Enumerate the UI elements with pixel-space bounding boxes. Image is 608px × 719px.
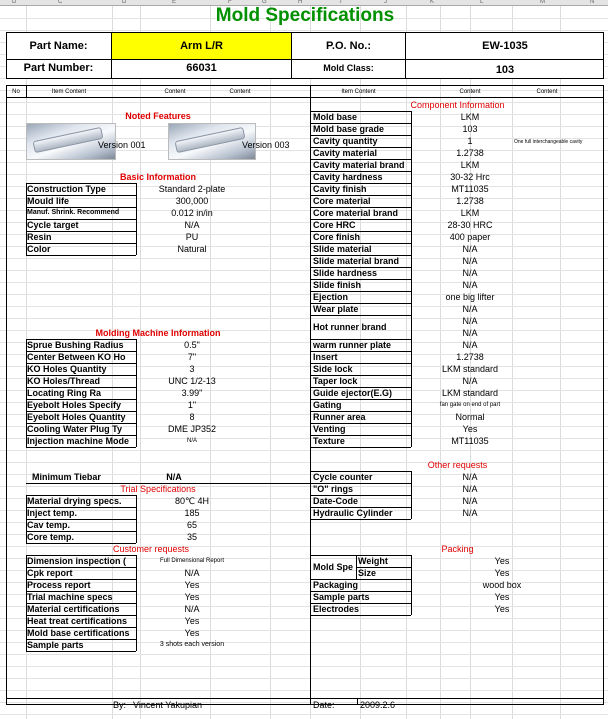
row-value[interactable]: LKM: [460, 208, 480, 218]
row-value[interactable]: Normal: [455, 412, 485, 422]
row-value[interactable]: 185: [184, 508, 200, 518]
row-value[interactable]: UNC 1/2-13: [168, 376, 216, 386]
row-value[interactable]: N/A: [462, 340, 478, 350]
row-value[interactable]: N/A: [462, 268, 478, 278]
row-value[interactable]: 1.2738: [456, 352, 484, 362]
col-item-content-right: Item Content: [341, 89, 376, 95]
row-label: KO Holes Quantity: [27, 364, 107, 374]
row-label: Sprue Bushing Radius: [27, 340, 124, 350]
col-content-right-2: Content: [536, 89, 558, 95]
machine-info-title: Molding Machine Information: [95, 328, 221, 338]
hot-runner-value[interactable]: N/A: [462, 316, 478, 326]
row-label: Sample parts: [27, 640, 84, 650]
row-label: Color: [27, 244, 51, 254]
col-content-1: Content: [164, 89, 186, 95]
row-value[interactable]: Yes: [494, 604, 510, 614]
row-value[interactable]: 300,000: [175, 196, 209, 206]
part-name-label: Part Name:: [29, 40, 88, 52]
row-value[interactable]: N/A: [186, 438, 197, 444]
row-label: Dimension inspection (: [27, 556, 127, 566]
col-content-right-1: Content: [459, 89, 481, 95]
row-value[interactable]: N/A: [462, 280, 478, 290]
row-value[interactable]: MT11035: [451, 184, 489, 194]
by-value[interactable]: Vincent Yakupian: [133, 700, 203, 710]
row-label: Locating Ring Ra: [27, 388, 101, 398]
row-value[interactable]: 8: [189, 412, 195, 422]
row-value[interactable]: Yes: [462, 424, 478, 434]
row-value[interactable]: 7": [187, 352, 197, 362]
po-value[interactable]: EW-1035: [482, 40, 528, 52]
row-label: Manuf. Shrink. Recommend: [27, 209, 120, 216]
mold-class-value[interactable]: 103: [495, 64, 515, 76]
row-label: Cpk report: [27, 568, 73, 578]
row-label: Process report: [27, 580, 91, 590]
min-tiebar-value[interactable]: N/A: [166, 472, 182, 482]
po-label: P.O. No.:: [325, 40, 372, 52]
row-label: Cavity quantity: [313, 136, 378, 146]
weight-label: Weight: [358, 556, 388, 566]
row-label: Wear plate: [313, 304, 359, 314]
row-value[interactable]: N/A: [184, 604, 200, 614]
row-label: Mold base grade: [313, 124, 385, 134]
row-value[interactable]: N/A: [462, 256, 478, 266]
row-label: Runner area: [313, 412, 366, 422]
row-label: Gating: [313, 400, 342, 410]
row-value[interactable]: PU: [185, 232, 199, 242]
row-value[interactable]: 30-32 Hrc: [450, 172, 490, 182]
row-label: Core HRC: [313, 220, 356, 230]
row-label: Guide ejector(E.G): [313, 388, 393, 398]
row-value[interactable]: Natural: [177, 244, 207, 254]
column-letter[interactable]: D: [122, 0, 127, 5]
row-label: Core finish: [313, 232, 361, 242]
row-label: KO Holes/Thread: [27, 376, 101, 386]
row-value[interactable]: Yes: [184, 592, 200, 602]
hot-runner-value[interactable]: N/A: [462, 328, 478, 338]
page-title: Mold Specifications: [215, 6, 395, 26]
row-value[interactable]: one big lifter: [445, 292, 495, 302]
row-label: Cavity finish: [313, 184, 367, 194]
row-value[interactable]: N/A: [462, 376, 478, 386]
row-value[interactable]: 1.2738: [456, 196, 484, 206]
row-label: Slide hardness: [313, 268, 378, 278]
column-letter[interactable]: I: [340, 0, 342, 5]
row-note: One full interchangeable cavity: [514, 139, 583, 145]
row-value[interactable]: N/A: [184, 568, 200, 578]
column-letter[interactable]: K: [430, 0, 435, 5]
row-value[interactable]: N/A: [184, 220, 200, 230]
row-label: Slide material brand: [313, 256, 400, 266]
row-value[interactable]: Yes: [494, 592, 510, 602]
mold-spec-label: Mold Spe: [313, 562, 353, 572]
row-label: Construction Type: [27, 184, 106, 194]
row-label: Inject temp.: [27, 508, 78, 518]
row-value[interactable]: 1.2738: [456, 148, 484, 158]
version-003-label: Version 003: [242, 140, 290, 150]
row-value[interactable]: N/A: [462, 304, 478, 314]
row-label: Center Between KO Ho: [27, 352, 126, 362]
row-label: Date-Code: [313, 496, 359, 506]
column-letter[interactable]: C: [58, 0, 63, 5]
col-content-2: Content: [229, 89, 251, 95]
row-label: Core material brand: [313, 208, 399, 218]
part-number-label: Part Number:: [23, 62, 94, 74]
row-value[interactable]: 80℃ 4H: [174, 496, 210, 506]
row-value[interactable]: 0.012 in/in: [171, 208, 213, 218]
row-value[interactable]: Standard 2-plate: [158, 184, 226, 194]
part-number-value[interactable]: 66031: [186, 62, 217, 74]
row-value[interactable]: MT11035: [451, 436, 489, 446]
size-label: Size: [358, 568, 377, 578]
row-label: Mold base: [313, 112, 358, 122]
row-label: Resin: [27, 232, 52, 242]
row-label: Side lock: [313, 364, 353, 374]
col-no: No: [12, 89, 20, 95]
row-value[interactable]: 0.5": [184, 340, 200, 350]
row-value[interactable]: N/A: [462, 472, 478, 482]
row-label: Core temp.: [27, 532, 75, 542]
noted-features-title: Noted Features: [125, 111, 191, 121]
col-item-content: Item Content: [51, 89, 87, 95]
column-letter[interactable]: D: [12, 0, 17, 5]
row-value[interactable]: LKM standard: [441, 388, 499, 398]
row-value[interactable]: 1: [467, 136, 473, 146]
row-label: Cavity hardness: [313, 172, 383, 182]
row-label: Heat treat certifications: [27, 616, 128, 626]
row-value[interactable]: 3 shots each version: [159, 641, 225, 648]
row-value[interactable]: Yes: [184, 580, 200, 590]
column-letter[interactable]: N: [590, 0, 595, 5]
trial-specs-title: Trial Specifications: [120, 484, 196, 494]
column-letter[interactable]: J: [384, 0, 387, 5]
column-letter[interactable]: M: [540, 0, 545, 5]
part-name-value[interactable]: Arm L/R: [180, 40, 223, 52]
row-value[interactable]: N/A: [462, 244, 478, 254]
row-label: Cooling Water Plug Ty: [27, 424, 122, 434]
row-value[interactable]: Yes: [184, 616, 200, 626]
row-value[interactable]: wood box: [482, 580, 522, 590]
column-letter[interactable]: L: [480, 0, 484, 5]
row-label: Mold base certifications: [27, 628, 130, 638]
row-label: Mould life: [27, 196, 69, 206]
row-value[interactable]: 28-30 HRC: [447, 220, 493, 230]
version-001-label: Version 001: [98, 140, 146, 150]
component-info-title: Component Information: [410, 100, 505, 110]
column-letter[interactable]: H: [298, 0, 303, 5]
row-label: "O" rings: [313, 484, 354, 494]
row-label: Injection machine Mode: [27, 436, 130, 446]
row-label: Trial machine specs: [27, 592, 113, 602]
basic-info-title: Basic Information: [119, 172, 196, 182]
row-label: Slide finish: [313, 280, 362, 290]
row-value[interactable]: 3.99": [181, 388, 203, 398]
row-value[interactable]: 65: [186, 520, 197, 530]
row-label: Cycle counter: [313, 472, 373, 482]
row-value[interactable]: 103: [462, 124, 478, 134]
row-value[interactable]: N/A: [462, 508, 478, 518]
row-label: Cav temp.: [27, 520, 71, 530]
row-label: Texture: [313, 436, 345, 446]
row-label: Slide material: [313, 244, 372, 254]
date-label: Date:: [313, 700, 335, 710]
row-label: Cavity material: [313, 148, 378, 158]
hot-runner-label: Hot runner brand: [313, 322, 387, 332]
row-label: Venting: [313, 424, 346, 434]
row-value[interactable]: N/A: [462, 496, 478, 506]
row-label: Cavity material brand: [313, 160, 405, 170]
row-value[interactable]: 3: [189, 364, 195, 374]
row-label: Hydraulic Cylinder: [313, 508, 393, 518]
mold-class-label: Mold Class:: [323, 63, 374, 73]
row-value[interactable]: 400 paper: [449, 232, 491, 242]
other-requests-title: Other requests: [427, 460, 488, 470]
row-value[interactable]: DME JP352: [167, 424, 217, 434]
row-value[interactable]: N/A: [462, 484, 478, 494]
customer-requests-title: Customer requests: [112, 544, 190, 554]
row-value[interactable]: LKM: [460, 160, 480, 170]
weight-value[interactable]: Yes: [494, 556, 510, 566]
row-label: Material drying specs.: [27, 496, 122, 506]
row-label: Core material: [313, 196, 371, 206]
row-label: Insert: [313, 352, 338, 362]
column-letter[interactable]: E: [172, 0, 177, 5]
column-letter[interactable]: G: [262, 0, 267, 5]
row-label: Material certifications: [27, 604, 120, 614]
row-label: warm runner plate: [313, 340, 392, 350]
row-label: Taper lock: [313, 376, 358, 386]
by-label: By:: [113, 700, 127, 710]
row-label: Eyebolt Holes Quantity: [27, 412, 126, 422]
row-label: Cycle target: [27, 220, 79, 230]
row-value[interactable]: fan gate on end of part: [439, 402, 501, 408]
packing-title: Packing: [441, 544, 474, 554]
row-label: Eyebolt Holes Specify: [27, 400, 122, 410]
row-value[interactable]: Full Dimensional Report: [159, 558, 225, 564]
date-value[interactable]: 2009.2.6: [360, 700, 396, 710]
row-value[interactable]: LKM standard: [441, 364, 499, 374]
row-value[interactable]: Yes: [184, 628, 200, 638]
row-value[interactable]: LKM: [460, 112, 480, 122]
column-letter[interactable]: F: [228, 0, 232, 5]
size-value[interactable]: Yes: [494, 568, 510, 578]
row-label: Packaging: [313, 580, 359, 590]
row-label: Ejection: [313, 292, 349, 302]
row-value[interactable]: 35: [186, 532, 197, 542]
row-value[interactable]: 1": [187, 400, 197, 410]
min-tiebar-label: Minimum Tiebar: [32, 472, 101, 482]
row-label: Sample parts: [313, 592, 370, 602]
row-label: Electrodes: [313, 604, 360, 614]
